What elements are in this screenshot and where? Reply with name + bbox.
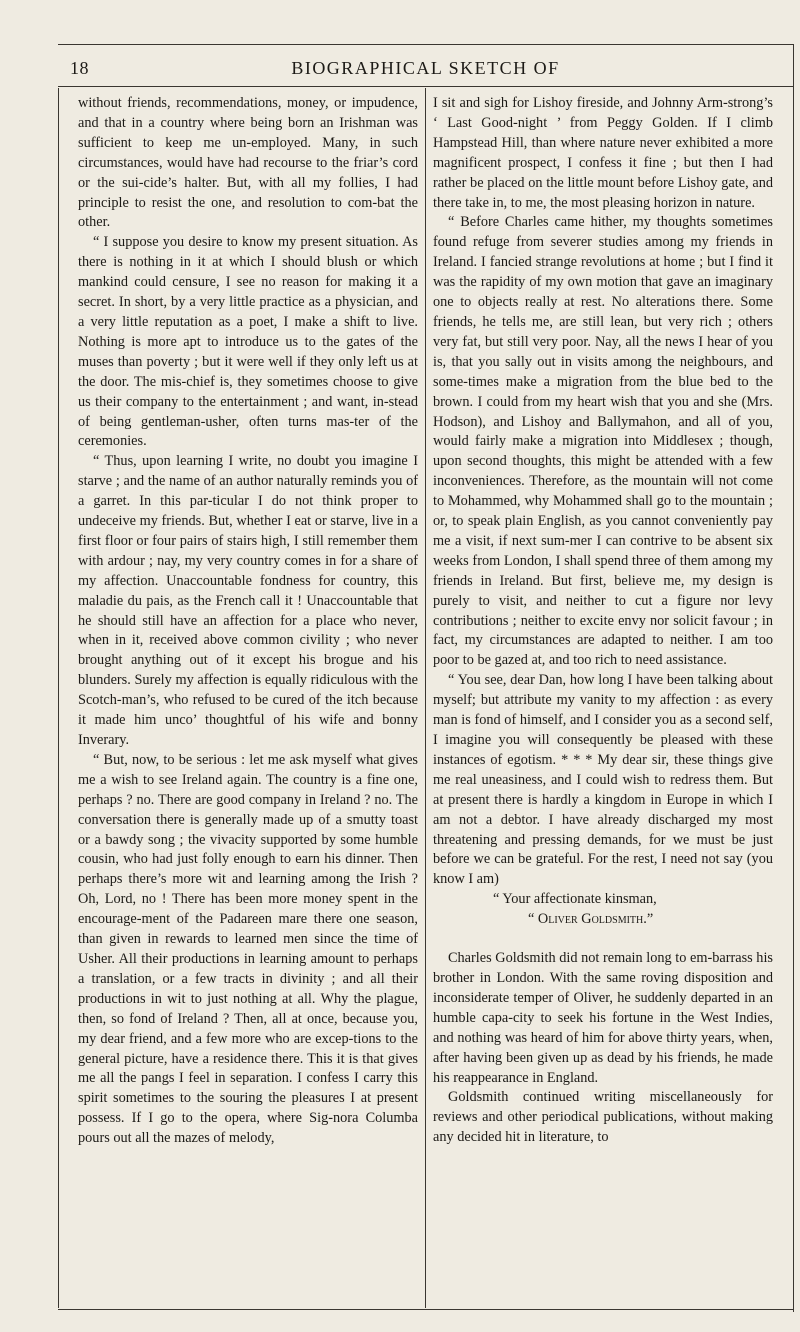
page-number: 18 [70, 58, 89, 78]
left-border-rule [58, 88, 59, 1308]
right-text-column [433, 94, 773, 1148]
paragraph: without friends, recommendations, money, or impudence, and that in a country where being born an Irishman was sufficient to keep me un-employed. Many, in such circumstances, would have had recourse to the friar’s cord or the sui-cide’s halter. But, with all my follies, I had principle to resist the one, and resolution to com-bat the other. [78, 95, 418, 231]
paragraph: Goldsmith continued writing miscellaneously for reviews and other periodical publications, without making any decided hit in literature, to [433, 1089, 773, 1146]
paragraph: “ I suppose you desire to know my present situation. As there is nothing in it at which I should blush or which mankind could censure, I see no reason for making it a secret. In short, by a very little practice as a physician, and a very little reputation as a poet, I make a shift to live. Nothing is more apt to introduce us to the gates of the muses than poverty ; but it were well if they only left us at the door. The mis-chief is, they sometimes choose to give us their company to the entertainment ; and want, in-stead of being gentleman-usher, often turns mas-ter of the ceremonies. [78, 234, 418, 450]
running-title: BIOGRAPHICAL SKETCH OF [291, 58, 560, 78]
letter-closing: “ Your affectionate kinsman, [493, 891, 657, 908]
bottom-border-rule [58, 1309, 793, 1310]
paragraph-gap [433, 930, 773, 949]
paragraph: I sit and sigh for Lishoy fireside, and Johnny Arm-strong’s ‘ Last Good-night ’ from Peggy Golden. If I climb Hampstead Hill, than where nature never exhibited a more magnificent prospect, I confess it fine ; but then I had rather be placed on the little mount before Lishoy gate, and there take in, to me, the most pleasing horizon in nature. [433, 95, 773, 211]
column-divider [425, 88, 426, 1308]
paragraph: “ But, now, to be serious : let me ask myself what gives me a wish to see Ireland again. The country is a fine one, perhaps ? no. There are good company in Ireland ? no. The conversation there is generally made up of a smutty toast or a bawdy song ; the vivacity supported by some humble cousin, who had just folly enough to earn his dinner. Then perhaps there’s more wit and learning among the Irish ? Oh, Lord, no ! There has been more money spent in the encourage-ment of the Padareen mare there one season, than given in rewards to learned men since the time of Usher. All their productions in learning amount to perhaps a translation, or a few tracts in divinity ; and all their productions in wit to just nothing at all. Why the plague, then, so fond of Ireland ? Then, all at once, because you, my dear friend, and a few more who are excep-tions to the general picture, have a residence there. This it is that gives me all the pangs I feel in separation. I confess I carry this spirit sometimes to the souring the pleasures I at present possess. If I go to the opera, where Sig-nora Columba pours out all the mazes of melody, [78, 751, 418, 1147]
page-header [58, 58, 793, 86]
left-text-column [78, 94, 418, 1149]
letter-signature: “ Oliver Goldsmith.” [528, 911, 654, 928]
paragraph: “ You see, dear Dan, how long I have been talking about myself; but attribute my vanity to my affection : as every man is fond of himself, and I consider you as a second self, I imagine you will consequently be pleased with these instances of egotism. * * * My dear sir, these things give me real uneasiness, and I could wish to redress them. But at present there is hardly a kingdom in Europe in which I am not a debtor. I have already discharged my most threatening and pressing demands, for we must be just before we can be grateful. For the rest, I need not say (you know I am) [433, 672, 773, 888]
header-rule [58, 86, 793, 87]
top-border-rule [58, 44, 793, 45]
paragraph: Charles Goldsmith did not remain long to em-barrass his brother in London. With the same roving disposition and inconsiderate temper of Oliver, he suddenly departed in an humble capa-city to seek his fortune in the West Indies, and nothing was heard of him for above thirty years, when, after having been given up as dead by his friends, he made his reappearance in England. [433, 950, 773, 1086]
paragraph: “ Thus, upon learning I write, no doubt you imagine I starve ; and the name of an author naturally reminds you of a garret. In this par-ticular I do not think proper to undeceive my friends. But, whether I eat or starve, live in a first floor or four pairs of stairs high, I still remember them with ardour ; nay, my very country comes in for a share of my affection. Unaccountable fondness for country, this maladie du pais, as the French call it ! Unaccountable that he should still have an affection for a place who never, when in it, received above common civility ; who never brought anything out of it except his brogue and his blunders. Surely my affection is equally ridiculous with the Scotch-man’s, who refused to be cured of the itch because it made him unco’ thoughtful of his wife and bonny Inverary. [78, 453, 418, 748]
right-border-rule [793, 44, 794, 1312]
paragraph: “ Before Charles came hither, my thoughts sometimes found refuge from severer studies among my friends in Ireland. I fancied strange revolutions at home ; but I find it was the rapidity of my own motion that gave an imaginary one to objects really at rest. No alterations there. Some friends, he tells me, are still lean, but very rich ; others very fat, but still very poor. Nay, all the news I hear of you is, that you sally out in visits among the neighbours, and some-times make a migration from the blue bed to the brown. I could from my heart wish that you and she (Mrs. Hodson), and Lishoy and Ballymahon, and all of you, would fairly make a migration into Middlesex ; though, upon second thoughts, this might be attended with a few inconveniences. Therefore, as the mountain will not come to Mohammed, why Mohammed shall go to the mountain ; or, to speak plain English, as you cannot conveniently pay me a visit, if next sum-mer I can contrive to be absent six weeks from London, I shall spend three of them among my friends in Ireland. But first, believe me, my design is purely to visit, and neither to cut a figure nor levy contributions ; neither to excite envy nor solicit favour ; in fact, my circumstances are adapted to neither. I am too poor to be gazed at, and too rich to need assistance. [433, 214, 773, 669]
